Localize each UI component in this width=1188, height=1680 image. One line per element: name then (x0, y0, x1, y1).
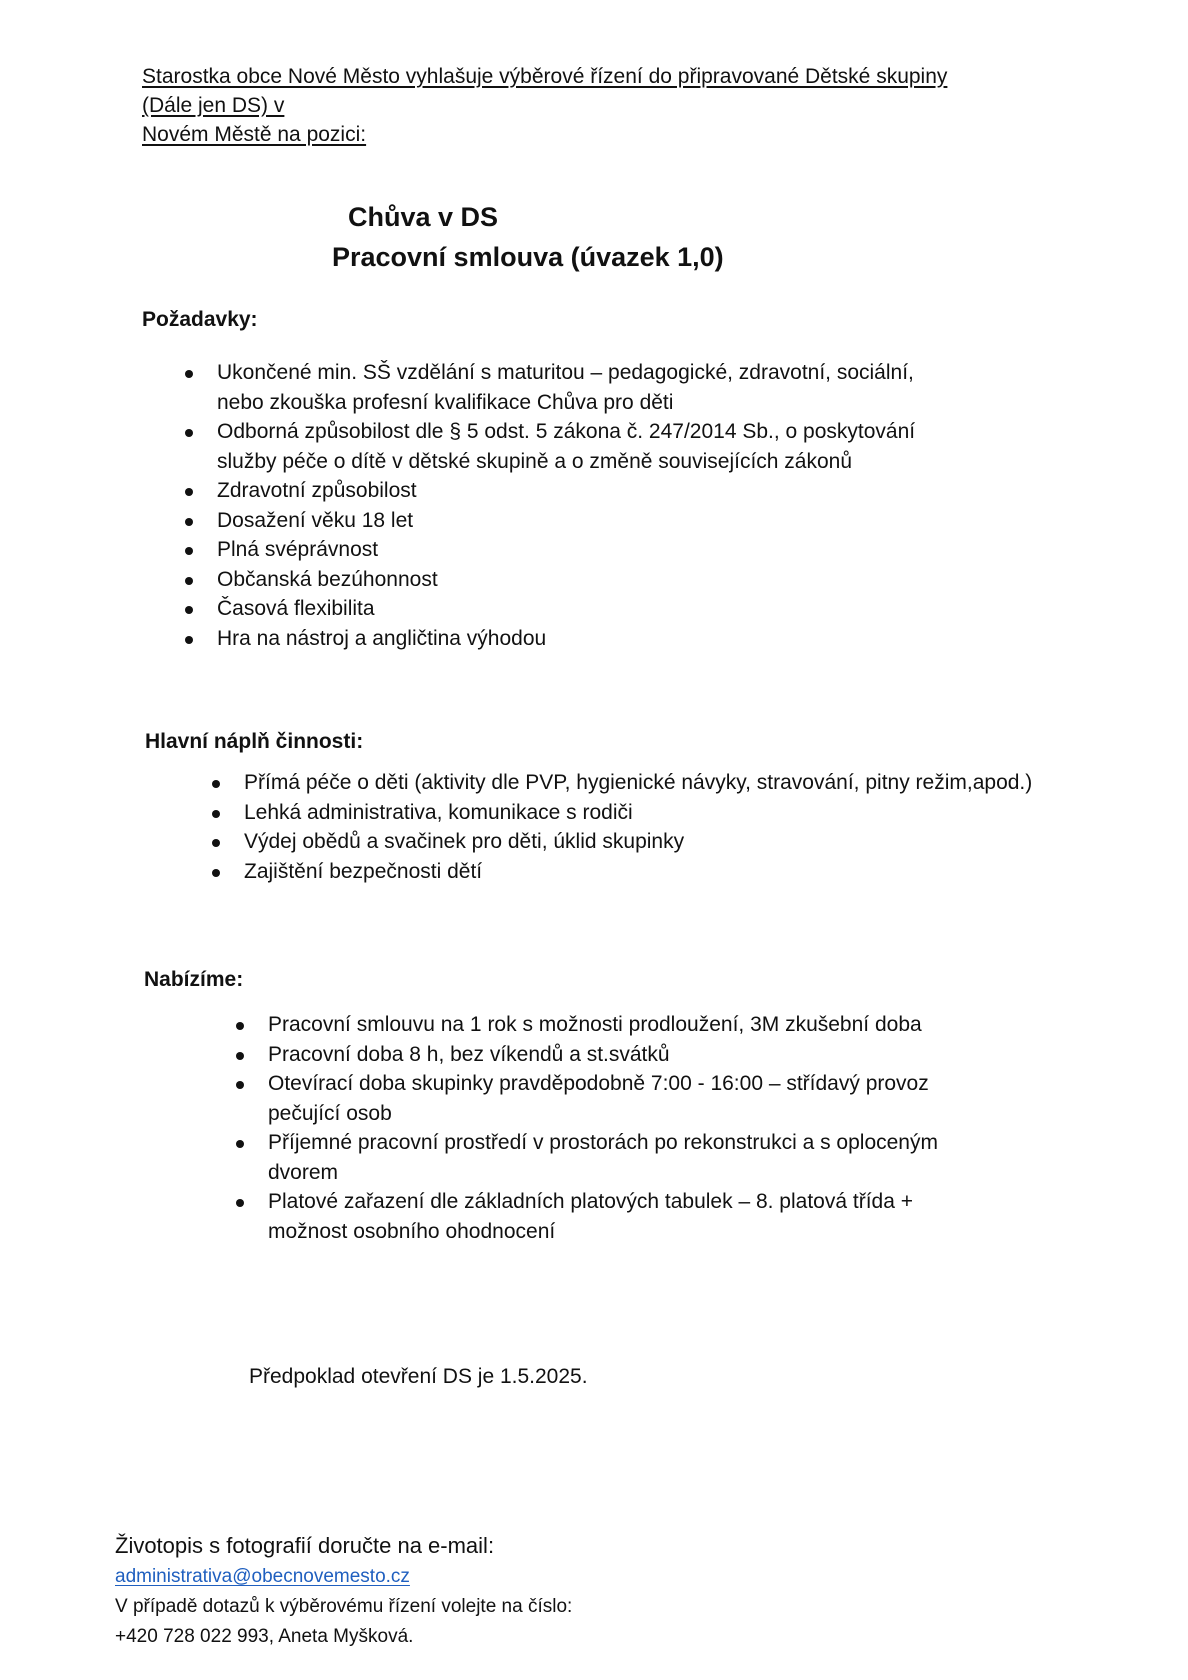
cv-instruction: Životopis s fotografií doručte na e-mail: (115, 1533, 495, 1558)
list-item (217, 417, 977, 476)
bullet-icon (236, 1199, 244, 1207)
bullet-icon (212, 810, 220, 818)
requirements-heading: Požadavky: (142, 308, 258, 331)
list-item-line: Ukončené min. SŠ vzdělání s maturitou – pedagogické, zdravotní, sociální, (217, 361, 914, 384)
list-item (268, 1187, 1028, 1246)
list-item-line: Zdravotní způsobilost (217, 479, 417, 502)
list-item-line: Odborná způsobilost dle § 5 odst. 5 zákona č. 247/2014 Sb., o poskytování (217, 420, 916, 443)
list-item (217, 565, 977, 595)
offer-heading: Nabízíme: (144, 968, 244, 991)
bullet-icon (185, 636, 193, 644)
bullet-icon (185, 577, 193, 585)
opening-date-note: Předpoklad otevření DS je 1.5.2025. (249, 1365, 588, 1388)
bullet-icon (185, 606, 193, 614)
list-item-line: Výdej obědů a svačinek pro děti, úklid skupinky (244, 830, 685, 853)
bullet-icon (185, 429, 193, 437)
bullet-icon (236, 1052, 244, 1060)
list-item-line: Pracovní doba 8 h, bez víkendů a st.svátků (268, 1042, 670, 1066)
list-item (217, 506, 977, 536)
list-item (217, 358, 977, 417)
bullet-icon (185, 370, 193, 378)
list-item-line: možnost osobního ohodnocení (268, 1219, 556, 1243)
list-item (217, 535, 977, 565)
list-item (217, 476, 977, 506)
intro-line-2: (Dále jen DS) v (142, 94, 285, 117)
list-item (268, 1069, 1028, 1128)
list-item (244, 798, 1124, 828)
list-item-line: dvorem (268, 1160, 339, 1184)
activities-heading: Hlavní náplň činnosti: (145, 730, 364, 753)
questions-instruction: V případě dotazů k výběrovému řízení volejte na číslo: (115, 1596, 573, 1617)
bullet-icon (185, 488, 193, 496)
contract-title: Pracovní smlouva (úvazek 1,0) (332, 242, 724, 272)
bullet-icon (212, 839, 220, 847)
list-item-line: Přímá péče o děti (aktivity dle PVP, hygienické návyky, stravování, pitny režim,apod.) (244, 771, 1033, 794)
list-item-line: Dosažení věku 18 let (217, 508, 414, 532)
bullet-icon (212, 780, 220, 788)
list-item-line: Otevírací doba skupinky pravděpodobně 7:00 - 16:00 – střídavý provoz (268, 1072, 929, 1095)
list-item-line: Zajištění bezpečnosti dětí (244, 859, 483, 883)
bullet-icon (212, 869, 220, 877)
list-item (268, 1010, 1028, 1040)
list-item (268, 1128, 1028, 1187)
bullet-icon (185, 518, 193, 526)
list-item-line: Pracovní smlouvu na 1 rok s možnosti prodloužení, 3M zkušební doba (268, 1013, 922, 1036)
list-item (244, 827, 1124, 857)
list-item (268, 1040, 1028, 1070)
bullet-icon (236, 1022, 244, 1030)
intro-line-3: Novém Městě na pozici: (142, 123, 367, 146)
requirements-list (217, 358, 977, 653)
bullet-icon (236, 1081, 244, 1089)
list-item-line: Hra na nástroj a angličtina výhodou (217, 626, 547, 650)
list-item (217, 624, 977, 654)
contact-block (115, 1530, 915, 1652)
bullet-icon (236, 1140, 244, 1148)
list-item (244, 857, 1124, 887)
intro-paragraph (142, 62, 1042, 149)
list-item-line: Příjemné pracovní prostředí v prostorách po rekonstrukci a s oploceným (268, 1131, 938, 1154)
list-item-line: nebo zkouška profesní kvalifikace Chůva pro děti (217, 390, 674, 414)
list-item-line: Občanská bezúhonnost (217, 567, 438, 591)
offer-list (268, 1010, 1028, 1246)
activities-list (244, 768, 1124, 886)
list-item-line: služby péče o dítě v dětské skupině a o změně souvisejících zákonů (217, 449, 853, 473)
list-item-line: Lehká administrativa, komunikace s rodiči (244, 800, 633, 824)
bullet-icon (185, 547, 193, 555)
list-item-line: Platové zařazení dle základních platových tabulek – 8. platová třída + (268, 1190, 913, 1213)
list-item (217, 594, 977, 624)
position-title: Chůva v DS (348, 202, 499, 232)
email-link[interactable]: administrativa@obecnovemesto.cz (115, 1566, 410, 1587)
phone-contact: +420 728 022 993, Aneta Myšková. (115, 1626, 414, 1647)
list-item-line: pečující osob (268, 1101, 392, 1125)
list-item-line: Plná svéprávnost (217, 538, 379, 561)
list-item-line: Časová flexibilita (217, 597, 375, 620)
list-item (244, 768, 1124, 798)
intro-line-1: Starostka obce Nové Město vyhlašuje výběrové řízení do připravované Dětské skupiny (142, 65, 948, 88)
